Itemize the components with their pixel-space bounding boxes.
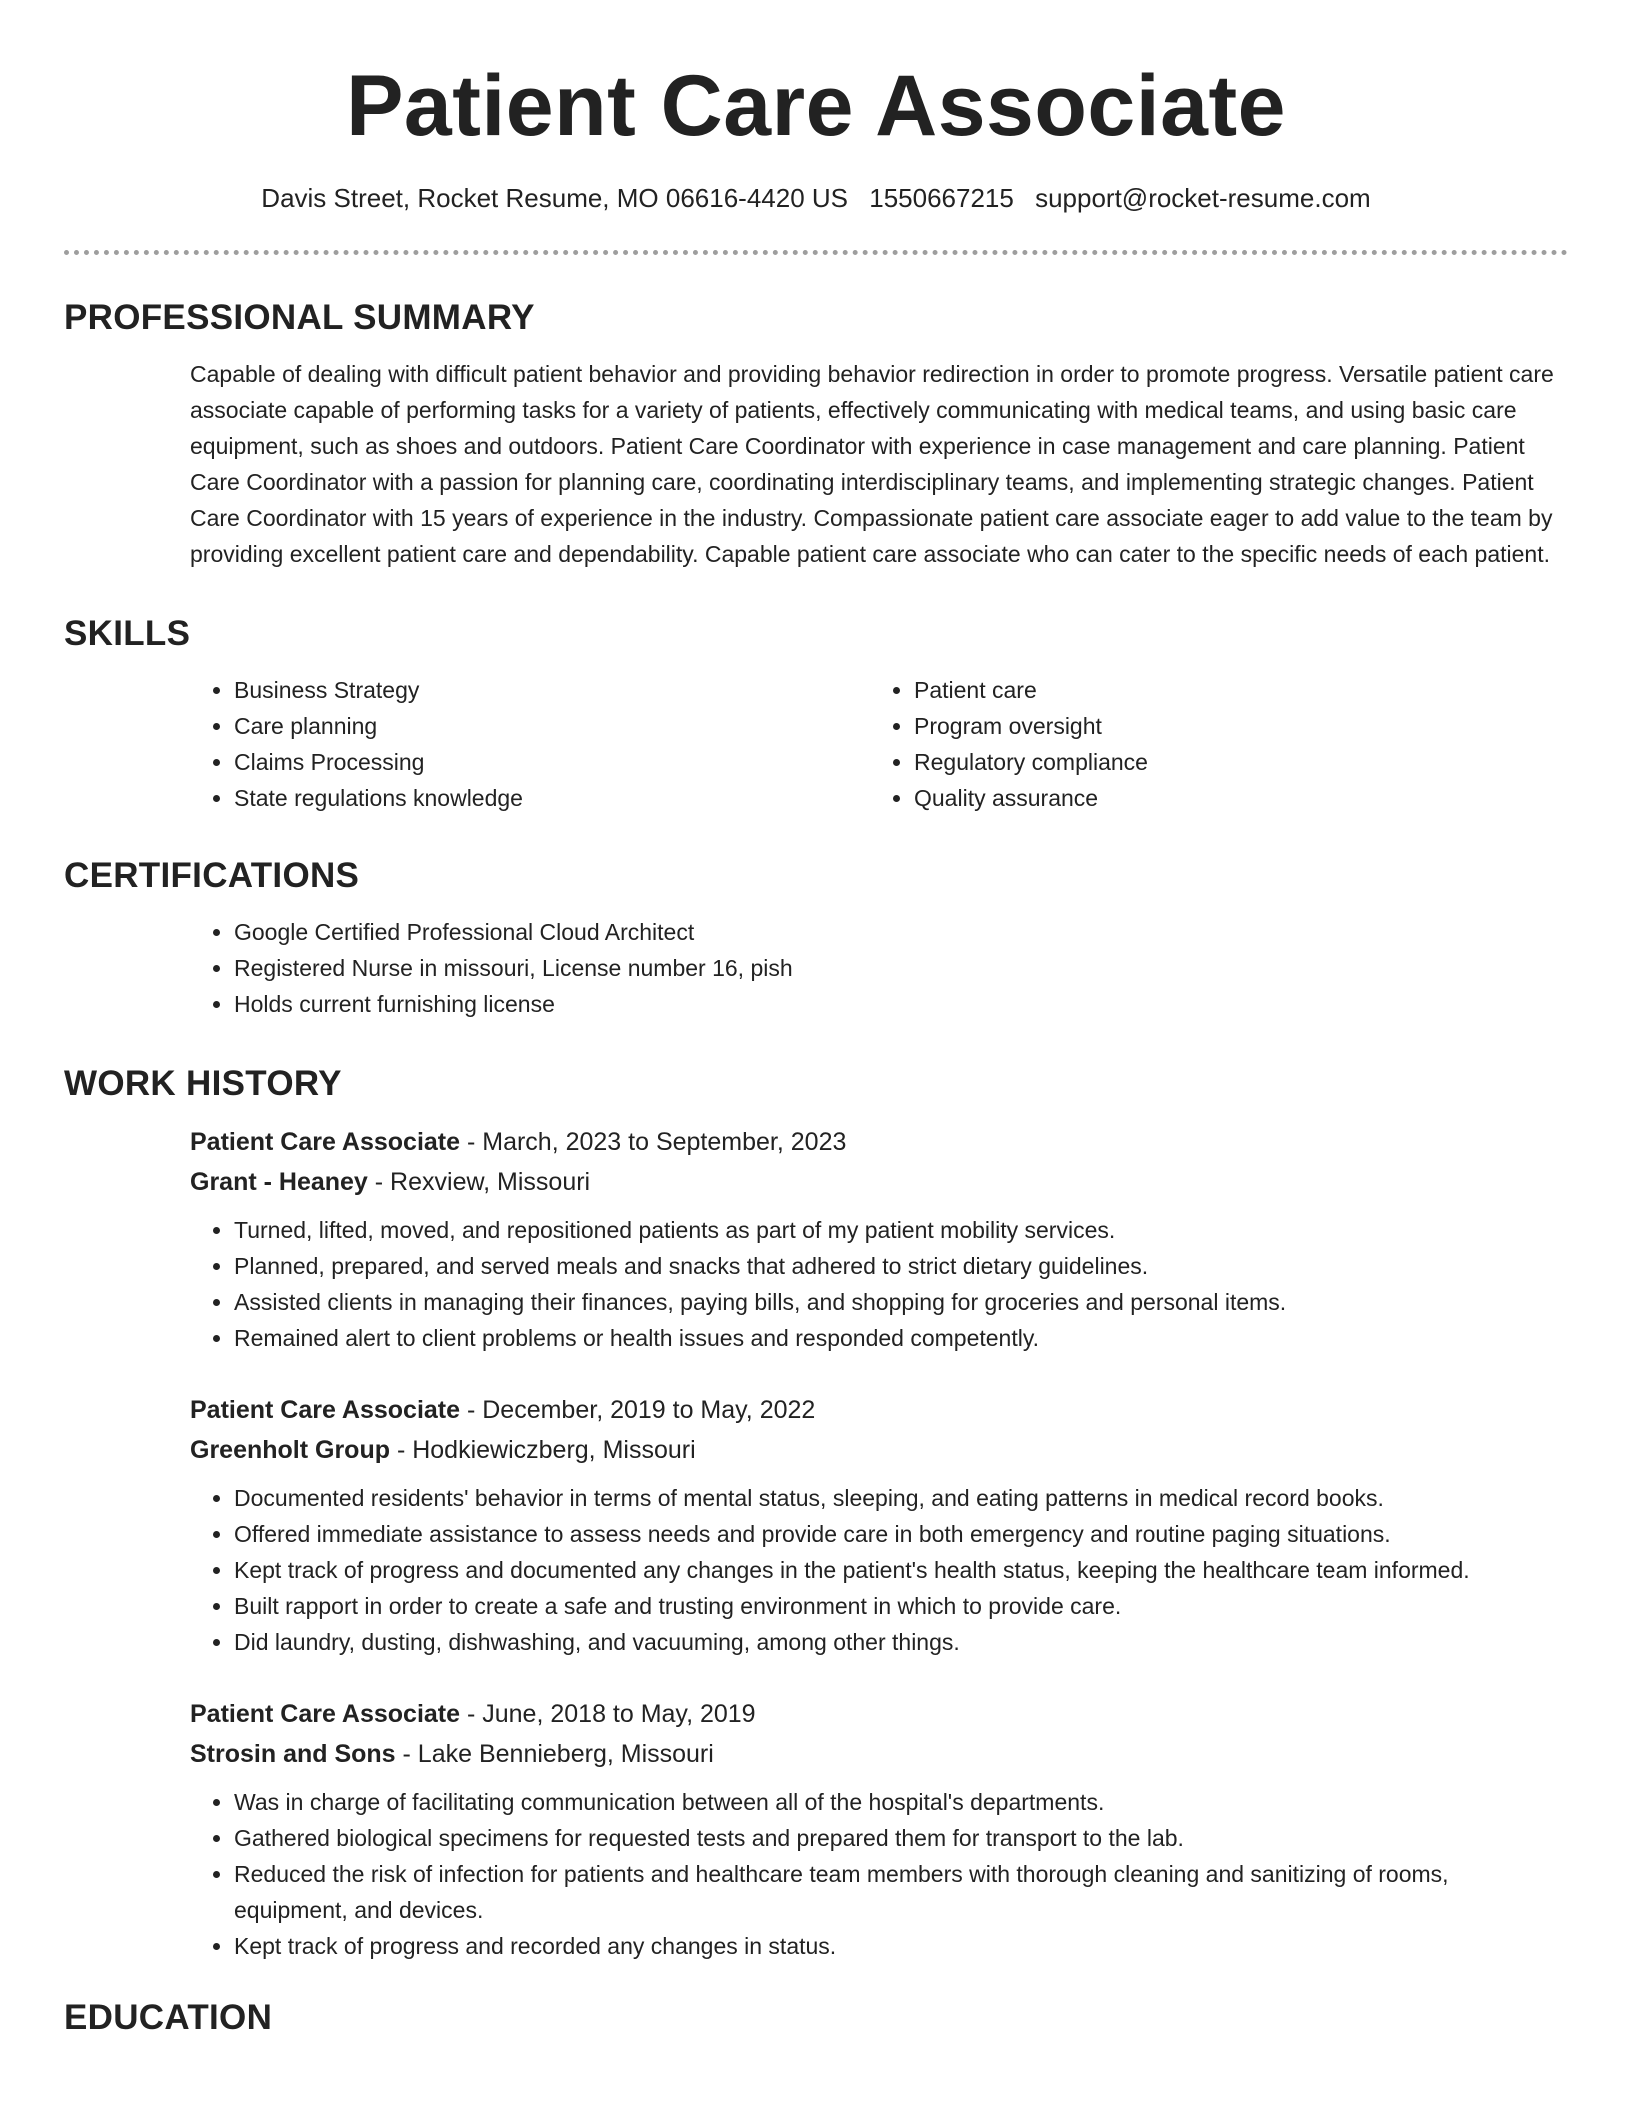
job-duty: • Offered immediate assistance to assess needs and provide care in both emergency and routine paging situations. — [234, 1516, 1568, 1552]
job-company-line — [190, 1734, 1568, 1774]
skill-item: • Business Strategy — [234, 672, 870, 708]
job-role: Patient Care Associate — [190, 1128, 461, 1156]
job-duty: • Kept track of progress and recorded any changes in status. — [234, 1928, 1568, 1964]
job-company: Strosin and Sons — [190, 1740, 396, 1768]
certification-item: • Google Certified Professional Cloud Architect — [234, 914, 1568, 950]
job-title-line — [190, 1390, 1568, 1430]
job-duty: • Built rapport in order to create a safe and trusting environment in which to provide care. — [234, 1588, 1568, 1624]
job-duty: • Did laundry, dusting, dishwashing, and vacuuming, among other things. — [234, 1624, 1568, 1660]
job-location: - Hodkiewiczberg, Missouri — [390, 1436, 696, 1464]
job-duty: • Assisted clients in managing their finances, paying bills, and shopping for groceries and personal items. — [234, 1284, 1568, 1320]
skill-item: • State regulations knowledge — [234, 780, 870, 816]
job-entry — [190, 1694, 1568, 1964]
job-dates: - March, 2023 to September, 2023 — [460, 1128, 847, 1156]
skills-section — [64, 612, 1568, 816]
job-role: Patient Care Associate — [190, 1396, 461, 1424]
job-duty: • Documented residents' behavior in terms of mental status, sleeping, and eating patterns in medical record books. — [234, 1480, 1568, 1516]
job-location: - Rexview, Missouri — [367, 1168, 591, 1196]
certifications-section — [64, 854, 1568, 1022]
job-role: Patient Care Associate — [190, 1700, 461, 1728]
job-duty: • Turned, lifted, moved, and repositioned patients as part of my patient mobility services. — [234, 1212, 1568, 1248]
job-company: Greenholt Group — [190, 1436, 390, 1464]
job-company: Grant - Heaney — [190, 1168, 368, 1196]
job-company-line — [190, 1430, 1568, 1470]
certification-item: • Registered Nurse in missouri, License number 16, pish — [234, 950, 1568, 986]
certifications-list — [190, 914, 1568, 1022]
job-duty: • Kept track of progress and documented any changes in the patient's health status, keeping the healthcare team informed. — [234, 1552, 1568, 1588]
work-history-heading: WORK HISTORY — [64, 1064, 342, 1103]
certifications-heading: CERTIFICATIONS — [64, 856, 360, 895]
job-duties-list — [190, 1784, 1568, 1964]
contact-line — [64, 182, 1568, 214]
header-divider — [64, 250, 1568, 255]
job-duties-list — [190, 1480, 1568, 1660]
job-duty: • Reduced the risk of infection for patients and healthcare team members with thorough cleaning and sanitizing of rooms, equipment, and devices. — [234, 1856, 1568, 1928]
work-history-section — [64, 1062, 1568, 1964]
job-dates: - June, 2018 to May, 2019 — [460, 1700, 756, 1728]
job-duty: • Was in charge of facilitating communication between all of the hospital's departments. — [234, 1784, 1568, 1820]
job-duty: • Gathered biological specimens for requested tests and prepared them for transport to the lab. — [234, 1820, 1568, 1856]
skill-item: • Patient care — [914, 672, 1550, 708]
summary-heading: PROFESSIONAL SUMMARY — [64, 298, 535, 337]
resume-header — [64, 0, 1568, 214]
candidate-name: Patient Care Associate — [346, 58, 1286, 154]
skill-item: • Quality assurance — [914, 780, 1550, 816]
education-heading: EDUCATION — [64, 1998, 273, 2037]
job-title-line — [190, 1122, 1568, 1162]
summary-section — [64, 296, 1568, 572]
skill-item: • Care planning — [234, 708, 870, 744]
contact-phone: 1550667215 — [869, 183, 1014, 213]
job-duty: • Remained alert to client problems or health issues and responded competently. — [234, 1320, 1568, 1356]
certification-item: • Holds current furnishing license — [234, 986, 1568, 1022]
summary-text: Capable of dealing with difficult patient behavior and providing behavior redirection in order to promote progress. Versatile patient care associate capable of performing tasks for a variety of patients, effectively communicating with medical teams, and using basic care equipment, such as shoes and outdoors. Patient Care Coordinator with experience in case management and care planning. Patient Care Coordinator with a passion for planning care, coordinating interdisciplinary teams, and implementing strategic changes. Patient Care Coordinator with 15 years of experience in the industry. Compassionate patient care associate eager to add value to the team by providing excellent patient care and dependability. Capable patient care associate who can cater to the specific needs of each patient. — [190, 361, 1554, 567]
job-entry — [190, 1390, 1568, 1660]
job-location: - Lake Bennieberg, Missouri — [395, 1740, 714, 1768]
skills-list-right — [870, 672, 1550, 816]
job-duty: • Planned, prepared, and served meals and snacks that adhered to strict dietary guidelines. — [234, 1248, 1568, 1284]
skills-heading: SKILLS — [64, 614, 191, 653]
job-duties-list — [190, 1212, 1568, 1356]
job-company-line — [190, 1162, 1568, 1202]
job-dates: - December, 2019 to May, 2022 — [460, 1396, 816, 1424]
skills-list-left — [190, 672, 870, 816]
skill-item: • Regulatory compliance — [914, 744, 1550, 780]
contact-address: Davis Street, Rocket Resume, MO 06616-4420 US — [261, 183, 848, 213]
education-section — [64, 1996, 1568, 2040]
job-title-line — [190, 1694, 1568, 1734]
contact-email[interactable]: support@rocket-resume.com — [1035, 183, 1371, 213]
skill-item: • Claims Processing — [234, 744, 870, 780]
job-entry — [190, 1122, 1568, 1356]
skill-item: • Program oversight — [914, 708, 1550, 744]
resume-content — [64, 296, 1568, 2040]
